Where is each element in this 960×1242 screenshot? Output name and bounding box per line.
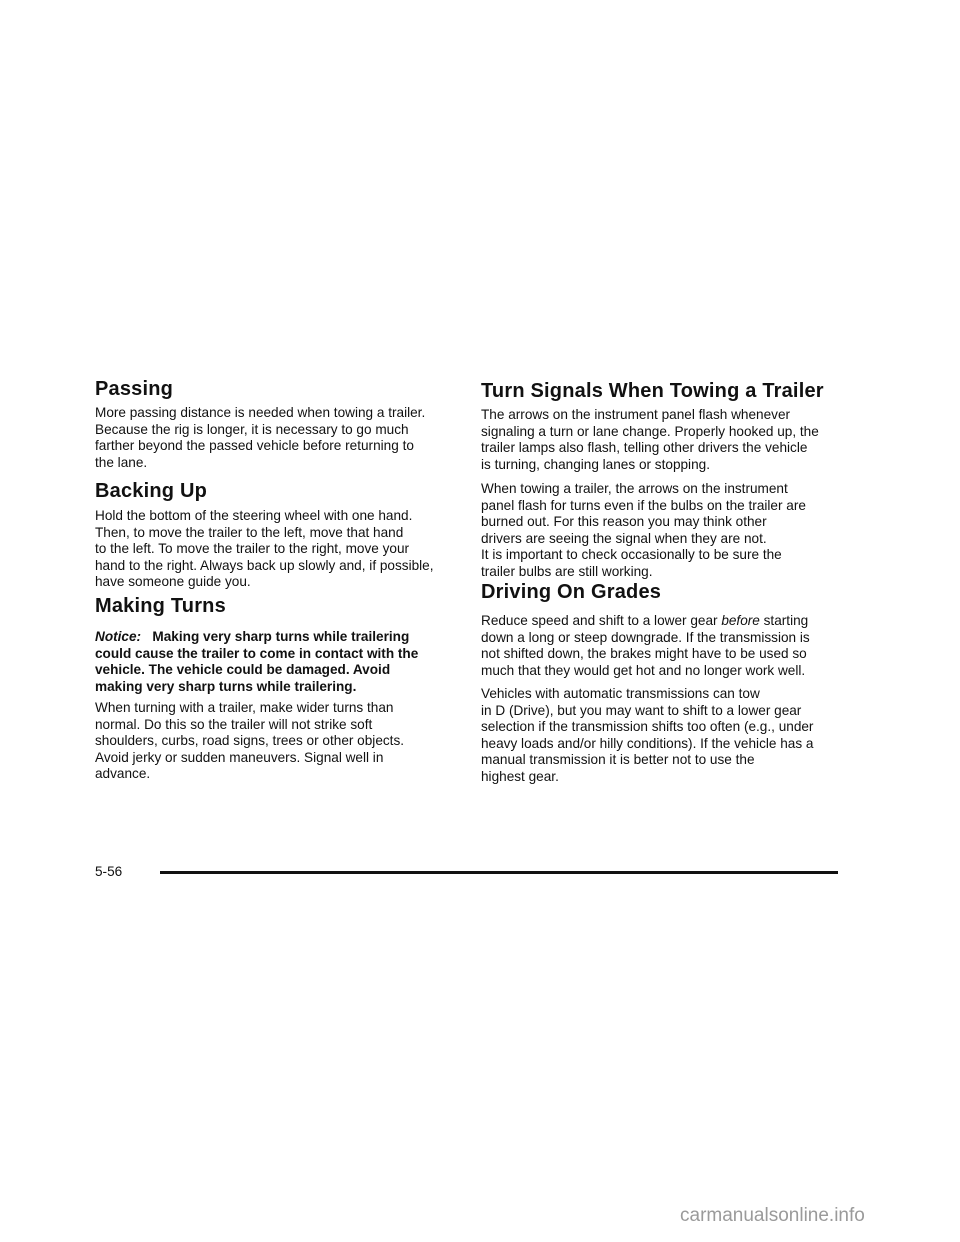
heading-making-turns: Making Turns	[95, 595, 226, 617]
turn-signals-paragraph-2: When towing a trailer, the arrows on the instrument panel flash for turns even if the bulbs on the trailer are burned out. For this reason you may think other drivers are seeing the signal when they are not. It is important to check occasionally to be sure the trailer bulbs are still working.	[481, 481, 806, 579]
heading-turn-signals: Turn Signals When Towing a Trailer	[481, 380, 824, 402]
passing-paragraph: More passing distance is needed when towing a trailer. Because the rig is longer, it is necessary to go much farther beyond the passed vehicle before returning to the lane.	[95, 405, 426, 470]
notice-paragraph	[95, 629, 418, 695]
grades-text-cont: starting down a long or steep downgrade. If the transmission is not shifted down, the brakes might have to be used so much that they would get hot and no longer work well.	[481, 613, 810, 678]
grades-emphasis: before	[721, 613, 760, 628]
notice-label: Notice:	[95, 629, 142, 644]
notice-text: Making very sharp turns while trailering could cause the trailer to come in contact with the vehicle. The vehicle could be damaged. Avoid making very sharp turns while trailering.	[95, 629, 419, 694]
grades-paragraph-1	[481, 613, 810, 679]
page-number: 5-56	[95, 864, 123, 879]
heading-passing: Passing	[95, 378, 174, 400]
grades-text: Reduce speed and shift to a lower gear	[481, 613, 722, 628]
turn-signals-paragraph-1: The arrows on the instrument panel flash whenever signaling a turn or lane change. Properly hooked up, the trailer lamps also flash, telling other drivers the vehicle is turning, changing lanes or stopping.	[481, 407, 819, 472]
backing-up-paragraph: Hold the bottom of the steering wheel with one hand. Then, to move the trailer to the left, move that hand to the left. To move the trailer to the right, move your hand to the right. Always back up slowly and, if possible, have someone guide you.	[95, 508, 434, 590]
watermark: carmanualsonline.info	[680, 1205, 865, 1226]
grades-paragraph-2: Vehicles with automatic transmissions can tow in D (Drive), but you may want to shift to a lower gear selection if the transmission shifts too often (e.g., under heavy loads and/or hilly conditions). If the vehicle has a manual transmission it is better not to use the highest gear.	[481, 686, 814, 784]
heading-driving-on-grades: Driving On Grades	[481, 581, 662, 603]
making-turns-paragraph: When turning with a trailer, make wider turns than normal. Do this so the trailer will not strike soft shoulders, curbs, road signs, trees or other objects. Avoid jerky or sudden maneuvers. Signal well in advance.	[95, 700, 405, 782]
heading-backing-up: Backing Up	[95, 480, 208, 502]
footer-rule	[160, 871, 838, 874]
